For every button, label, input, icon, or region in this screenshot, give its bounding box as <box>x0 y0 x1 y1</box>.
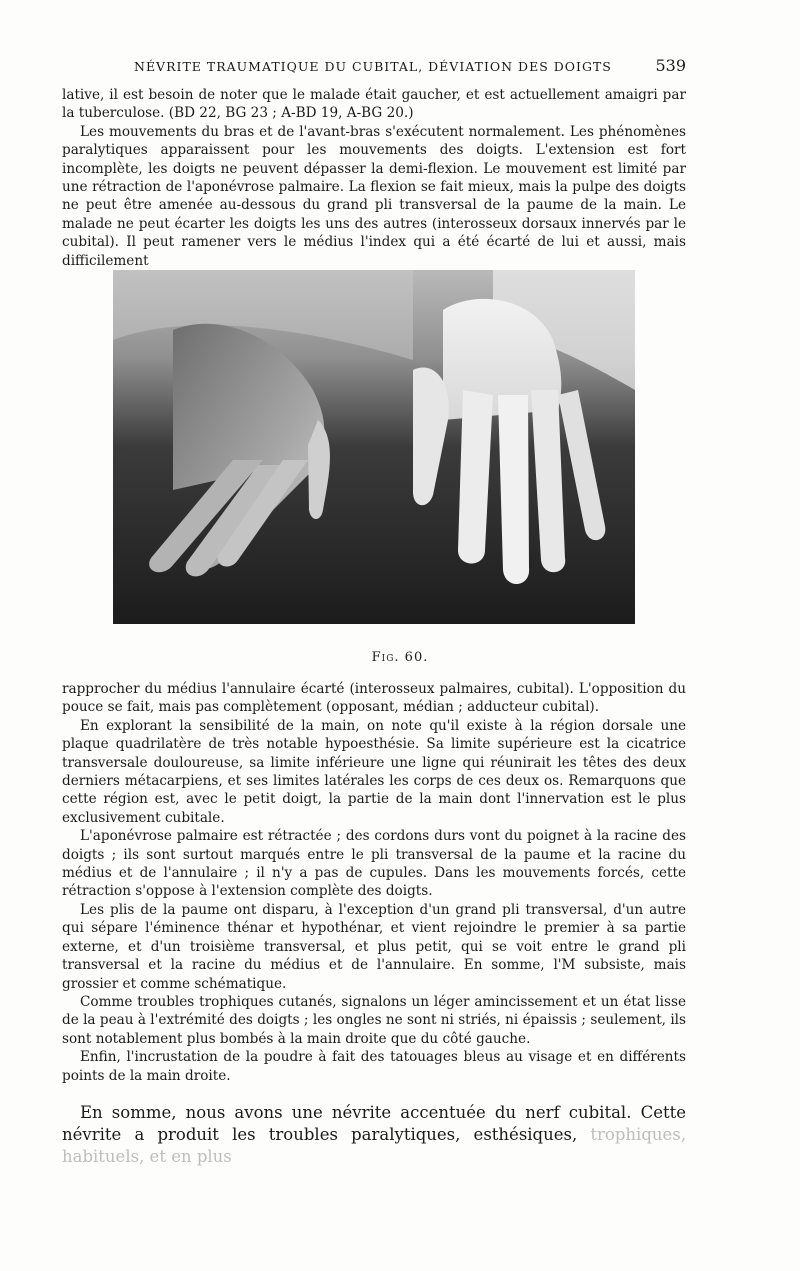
upper-text-block <box>62 86 686 270</box>
paragraph: Les mouvements du bras et de l'avant-bras s'exécutent normalement. Les phénomènes paralytiques apparaissent pour les mouvements des doigts. L'extension est fort incomplète, les doigts ne peuvent dépasser la demi-flexion. Le mouvement est limité par une rétraction de l'aponévrose palmaire. La flexion se fait mieux, mais la pulpe des doigts ne peut être amenée au-dessous du grand pli transversal de la paume de la main. Le malade ne peut écarter les doigts les uns des autres (interosseux dorsaux innervés par le cubital). Il peut ramener vers le médius l'index qui a été écarté de lui et aussi, mais difficilement <box>62 123 686 269</box>
paragraph: Comme troubles trophiques cutanés, signalons un léger amincissement et un état lisse de la peau à l'extrémité des doigts ; les ongles ne sont ni striés, ni épaissis ; seulement, ils sont notablement plus bombés à la main droite que du côté gauche. <box>62 993 686 1047</box>
closing-paragraph <box>62 1102 686 1168</box>
running-head: NÉVRITE TRAUMATIQUE DU CUBITAL, DÉVIATION DES DOIGTS <box>134 59 612 74</box>
closing-faded-text: trophiques, habituels, et en plus <box>62 1125 686 1166</box>
paragraph: En explorant la sensibilité de la main, on note qu'il existe à la région dorsale une plaque quadrilatère de très notable hypoesthésie. Sa limite supérieure est la cicatrice transversale douloureuse, sa limite inférieure une ligne qui réunirait les têtes des deux derniers métacarpiens, et ses limites latérales les corps de ces deux os. Remarquons que cette région est, avec le petit doigt, la partie de la main dont l'innervation est le plus exclusivement cubitale. <box>62 717 686 826</box>
figure-60-photograph <box>113 270 635 624</box>
figure-caption: Fig. 60. <box>371 650 429 665</box>
paragraph: Les plis de la paume ont disparu, à l'exception d'un grand pli transversal, d'un autre qui sépare l'éminence thénar et hypothénar, et vient rejoindre le premier à sa partie externe, et d'un troisième transversal, et plus petit, qui se voit entre le grand pli transversal et la racine du médius et de l'annulaire. En somme, l'M subsiste, mais grossier et comme schématique. <box>62 901 686 992</box>
page-header <box>62 56 686 78</box>
lower-text-block <box>62 680 686 1085</box>
hands-photograph <box>113 270 635 624</box>
paragraph: L'aponévrose palmaire est rétractée ; des cordons durs vont du poignet à la racine des doigts ; ils sont surtout marqués entre le pli transversal de la paume et la racine du médius et de l'annulaire ; il n'y a pas de cupules. Dans les mouvements forcés, cette rétraction s'oppose à l'extension complète des doigts. <box>62 828 686 900</box>
paragraph: Enfin, l'incrustation de la poudre à fait des tatouages bleus au visage et en différents points de la main droite. <box>62 1049 686 1084</box>
paragraph: lative, il est besoin de noter que le malade était gaucher, et est actuellement amaigri par la tuberculose. (BD 22, BG 23 ; A-BD 19, A-BG 20.) <box>62 87 686 122</box>
closing-visible-text: En somme, nous avons une névrite accentuée du nerf cubital. Cette névrite a produit les troubles paralytiques, esthésiques, <box>62 1103 686 1144</box>
page-number: 539 <box>655 56 686 75</box>
paragraph: rapprocher du médius l'annulaire écarté (interosseux palmaires, cubital). L'opposition du pouce se fait, mais pas complètement (opposant, médian ; adducteur cubital). <box>62 681 686 716</box>
